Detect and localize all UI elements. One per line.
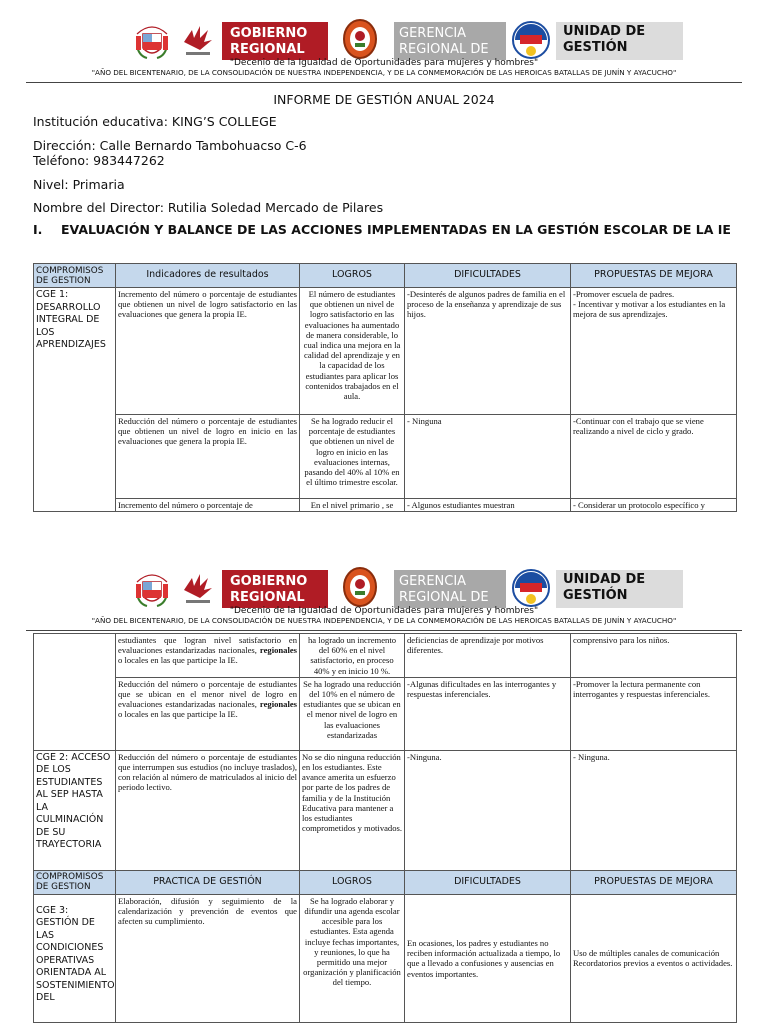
logro-cell: El número de estudiantes que obtienen un nivel de logro satisfactorio en las evaluaciones ha aumentado de manera considerable, lo cual indica una mejora en la calidad del aprendizaje y en la capacidad de los estudiantes para aplicar los contenidos trabajados en el aula. — [300, 288, 405, 415]
cge2-cell: CGE 2: ACCESO DE LOS ESTUDIANTES AL SEP HASTA LA CULMINACIÓN DE SU TRAYECTORIA — [34, 750, 116, 870]
institution-line: Institución educativa: KING’S COLLEGE — [33, 114, 277, 129]
header-indicadores: Indicadores de resultados — [116, 264, 300, 288]
table-row — [34, 894, 737, 1022]
logro-cell: Se ha logrado reducir el porcentaje de estudiantes que obtienen un nivel de logro en inicio en las evaluaciones internas, pasando del 40% al 10% en el último trimestre escolar. — [300, 415, 405, 499]
table-row — [34, 677, 737, 750]
logro-cell: Se ha logrado elaborar y difundir una agenda escolar accesible para los estudiantes. Esta agenda incluye fechas importantes, y reuniones, lo que ha permitido una mejor organización y planificación del tiempo. — [300, 894, 405, 1022]
header-rule — [26, 82, 742, 83]
table-header-row — [34, 870, 737, 894]
logro-cell: ha logrado un incremento del 60% en el nivel satisfactorio, en proceso 40% y en inicio 10 %. — [300, 634, 405, 678]
gerencia-line2: REGIONAL DE — [399, 42, 489, 57]
indicator-cell — [116, 634, 300, 678]
propuesta-cell: -Promover la lectura permanente con interrogantes y respuestas inferenciales. — [571, 677, 737, 750]
gobierno-line2: REGIONAL — [230, 42, 305, 57]
letterhead — [0, 0, 768, 88]
gobierno-regional-banner — [222, 570, 328, 608]
header-compromisos: COMPROMISOS DE GESTION — [34, 870, 116, 894]
indicator-text: o locales en las que participe la IE. — [118, 655, 238, 666]
condor-logo-icon — [182, 24, 214, 58]
header-logros: LOGROS — [300, 264, 405, 288]
ugel-logo-icon — [511, 18, 551, 62]
indicator-text: Reducción del número o porcentaje de estudiantes que se ubican en el menor nivel de logro en evaluaciones estandarizadas nacionales, — [118, 678, 297, 710]
indicator-text: estudiantes que logran nivel satisfactorio en evaluaciones estandarizadas nacionales, — [118, 635, 297, 656]
propuesta-cell: - Considerar un protocolo específico y — [571, 499, 737, 512]
indicator-bold: regionales — [259, 645, 297, 656]
year-motto: "AÑO DEL BICENTENARIO, DE LA CONSOLIDACIÓN DE NUESTRA INDEPENDENCIA, Y DE LA CONMEMORACIÓN DE LAS HEROICAS BATALLAS DE JUNÍN Y AYACUCHO" — [91, 616, 677, 625]
phone-line: Teléfono: 983447262 — [33, 153, 165, 168]
header-propuestas: PROPUESTAS DE MEJORA — [571, 870, 737, 894]
table-row — [34, 415, 737, 499]
unidad-gestion-banner — [556, 22, 683, 60]
table-row — [34, 750, 737, 870]
header-propuestas: PROPUESTAS DE MEJORA — [571, 264, 737, 288]
dificultad-cell: En ocasiones, los padres y estudiantes no reciben información actualizada a tiempo, lo que a llevado a confusiones y ausencias en eventos importantes. — [405, 894, 571, 1022]
cge1-cell: CGE 1: DESARROLLO INTEGRAL DE LOS APRENDIZAJES — [34, 288, 116, 512]
gerencia-line1: GERENCIA — [399, 26, 467, 41]
unidad-line2: GESTIÓN — [563, 588, 628, 603]
peru-coat-of-arms-icon — [133, 570, 171, 610]
evaluation-table-page1 — [33, 263, 737, 512]
cge1-continued-cell — [34, 634, 116, 751]
practice-cell: Elaboración, difusión y seguimiento de la calendarización y prevención de eventos que afecten su cumplimiento. — [116, 894, 300, 1022]
indicator-cell: Reducción del número o porcentaje de estudiantes que obtienen un nivel de logro en inicio en las evaluaciones que genera la propia IE. — [116, 415, 300, 499]
table-row — [34, 634, 737, 678]
propuesta-cell: - Ninguna. — [571, 750, 737, 870]
evaluation-table-page2 — [33, 633, 737, 1023]
year-motto: "AÑO DEL BICENTENARIO, DE LA CONSOLIDACIÓN DE NUESTRA INDEPENDENCIA, Y DE LA CONMEMORACIÓN DE LAS HEROICAS BATALLAS DE JUNÍN Y AYACUCHO" — [91, 68, 677, 77]
dificultad-cell: - Algunos estudiantes muestran — [405, 499, 571, 512]
director-line: Nombre del Director: Rutilia Soledad Mercado de Pilares — [33, 200, 384, 215]
indicator-cell: Incremento del número o porcentaje de — [116, 499, 300, 512]
report-title: INFORME DE GESTIÓN ANUAL 2024 — [273, 92, 495, 107]
page-2 — [0, 548, 768, 1024]
gerencia-line2: REGIONAL DE — [399, 590, 489, 605]
decenio-motto: "Decenio de la Igualdad de Oportunidades para mujeres y hombres" — [229, 58, 539, 68]
dificultad-cell: - Ninguna — [405, 415, 571, 499]
logro-cell: Se ha logrado una reducción del 10% en el número de estudiantes que se ubican en el menor nivel de logro en las evaluaciones estandarizadas — [300, 677, 405, 750]
indicator-bold: regionales — [259, 699, 297, 710]
table-row — [34, 288, 737, 415]
page-gap — [0, 515, 768, 548]
logro-cell: En el nivel primario , se — [300, 499, 405, 512]
peru-coat-of-arms-icon — [133, 22, 171, 62]
header-compromisos: COMPROMISOS DE GESTION — [34, 264, 116, 288]
gobierno-regional-banner — [222, 22, 328, 60]
header-dificultades: DIFICULTADES — [405, 264, 571, 288]
gerencia-line1: GERENCIA — [399, 574, 467, 589]
unidad-line1: UNIDAD DE — [563, 24, 646, 39]
gobierno-line1: GOBIERNO — [230, 574, 308, 589]
header-rule — [26, 630, 742, 631]
gerencia-regional-banner — [394, 22, 506, 60]
propuesta-cell: -Continuar con el trabajo que se viene realizando a nivel de ciclo y grado. — [571, 415, 737, 499]
propuesta-cell: Uso de múltiples canales de comunicación Recordatorios previos a eventos o actividades. — [571, 894, 737, 1022]
propuesta-cell: comprensivo para los niños. — [571, 634, 737, 678]
dificultad-cell: -Ninguna. — [405, 750, 571, 870]
section-title: EVALUACIÓN Y BALANCE DE LAS ACCIONES IMPLEMENTADAS EN LA GESTIÓN ESCOLAR DE LA IE — [61, 222, 731, 237]
indicator-cell — [116, 677, 300, 750]
dificultad-cell: deficiencias de aprendizaje por motivos diferentes. — [405, 634, 571, 678]
regional-seal-icon — [340, 18, 380, 60]
unidad-line2: GESTIÓN — [563, 40, 628, 55]
decenio-motto: "Decenio de la Igualdad de Oportunidades para mujeres y hombres" — [229, 606, 539, 616]
indicator-cell: Incremento del número o porcentaje de estudiantes que obtienen un nivel de logro satisfactorio en las evaluaciones que genera la propia IE. — [116, 288, 300, 415]
dificultad-cell: -Desinterés de algunos padres de familia en el proceso de la enseñanza y aprendizaje de sus hijos. — [405, 288, 571, 415]
letterhead — [0, 548, 768, 636]
section-number: I. — [33, 222, 43, 237]
indicator-text: o locales en las que participe la IE. — [118, 709, 238, 720]
table-header-row — [34, 264, 737, 288]
gobierno-line1: GOBIERNO — [230, 26, 308, 41]
propuesta-cell: -Promover escuela de padres. - Incentivar y motivar a los estudiantes en la mejora de sus aprendizajes. — [571, 288, 737, 415]
header-practica: PRACTICA DE GESTIÓN — [116, 870, 300, 894]
logro-cell: No se dio ninguna reducción en los estudiantes. Este avance amerita un esfuerzo por parte de los padres de familia y de la Institución Educativa para mantener a los estudiantes comprometidos y motivados. — [300, 750, 405, 870]
header-dificultades: DIFICULTADES — [405, 870, 571, 894]
condor-logo-icon — [182, 572, 214, 606]
dificultad-cell: -Algunas dificultades en las interrogantes y respuestas inferenciales. — [405, 677, 571, 750]
section-heading — [33, 222, 733, 237]
gerencia-regional-banner — [394, 570, 506, 608]
regional-seal-icon — [340, 566, 380, 608]
cge3-cell: CGE 3: GESTIÓN DE LAS CONDICIONES OPERATIVAS ORIENTADA AL SOSTENIMIENTO DEL — [34, 894, 116, 1022]
address-line: Dirección: Calle Bernardo Tambohuacso C-6 — [33, 138, 307, 153]
unidad-line1: UNIDAD DE — [563, 572, 646, 587]
table-row — [34, 499, 737, 512]
ugel-logo-icon — [511, 566, 551, 610]
unidad-gestion-banner — [556, 570, 683, 608]
header-logros: LOGROS — [300, 870, 405, 894]
indicator-cell: Reducción del número o porcentaje de estudiantes que interrumpen sus estudios (no incluye traslados), con relación al número de matriculados al inicio del periodo lectivo. — [116, 750, 300, 870]
level-line: Nivel: Primaria — [33, 177, 125, 192]
gobierno-line2: REGIONAL — [230, 590, 305, 605]
